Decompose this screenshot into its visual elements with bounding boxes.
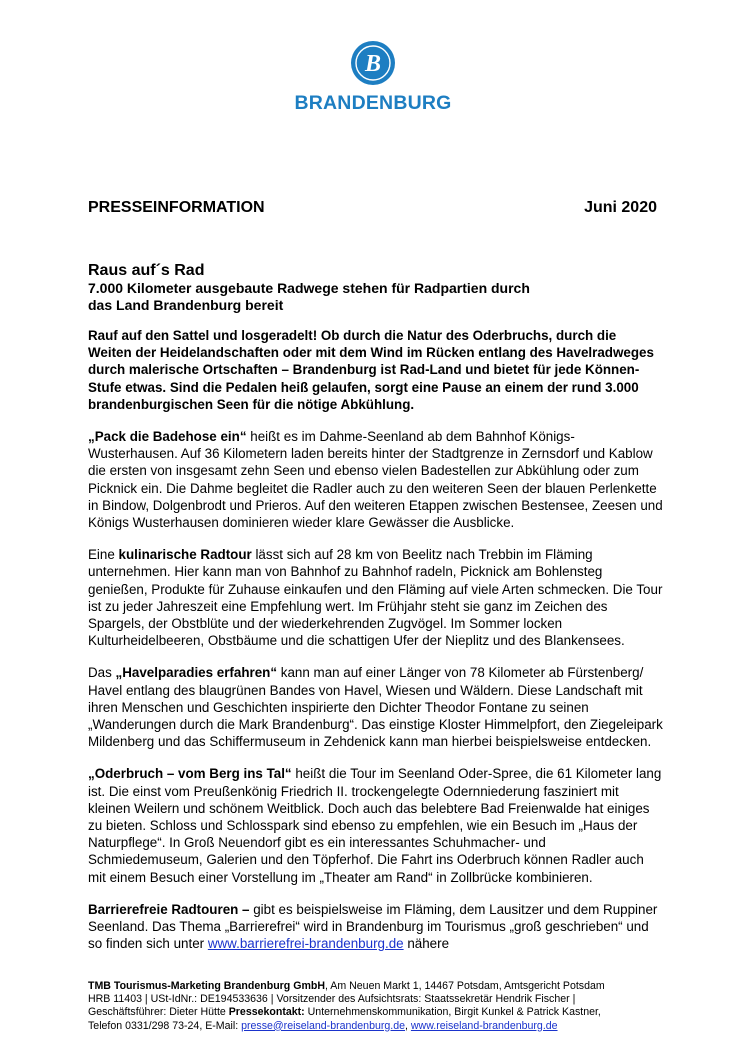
- barrierefrei-link[interactable]: www.barrierefrei-brandenburg.de: [207, 936, 404, 952]
- brand-name: BRANDENBURG: [294, 92, 452, 114]
- paragraph-text: Das: [88, 665, 116, 681]
- footer-line-3: [88, 1006, 668, 1019]
- paragraph-havelparadies: [88, 664, 663, 750]
- article-lead: Rauf auf den Sattel und losgeradelt! Ob durch die Natur des Oderbruchs, durch die Weiten der Heidelandschaften oder mit dem Wind im Rücken entlang des Havelradweges durch malerische Ortschaften – Brandenburg ist Rad-Land und bietet für jede Können-Stufe etwas. Sind die Pedalen heiß gelaufen, sorgt eine Pause an einem der rund 3.000 brandenburgischen Seen für die nötige Abkühlung.: [88, 328, 654, 412]
- paragraph-text: heißt es im Dahme-Seenland ab dem Bahnhof Königs-Wusterhausen. Auf 36 Kilometern laden bereits hinter der Stadtgrenze in Zernsdorf und Kablow die ersten von insgesamt zehn Seen und ebenso vielen Badestellen zur Abkühlung oder zum Picknick ein. Die Dahme begleitet die Radler auch zu den weiteren Seen der blauen Perlenkette in Bindow, Dolgenbrodt und Prieros. Auf den weiteren Etappen zwischen Bestensee, Zeesen und Königs Wusterhausen dominieren wieder klare Gewässer die Ausblicke.: [88, 429, 663, 531]
- footer-line-4: [88, 1020, 668, 1033]
- brand-logo: [0, 40, 746, 115]
- paragraph-highlight: Barrierefreie Radtouren –: [88, 901, 250, 917]
- subtitle-line-2: das Land Brandenburg bereit: [88, 297, 284, 313]
- footer-website-link[interactable]: www.reiseland-brandenburg.de: [410, 1019, 558, 1032]
- paragraph-badehose: [88, 428, 663, 531]
- article: [88, 261, 663, 968]
- footer-separator: ,: [405, 1019, 411, 1032]
- press-header: [88, 199, 657, 217]
- footer-line-1: [88, 980, 668, 993]
- paragraph-text: nähere: [403, 936, 450, 952]
- footer-line-2: HRB 11403 | USt-IdNr.: DE194533636 | Vorsitzender des Aufsichtsrats: Staatssekretär Hendrik Fischer |: [88, 993, 576, 1006]
- footer-phone: Telefon 0331/298 73-24, E-Mail:: [88, 1019, 242, 1032]
- footer-address: , Am Neuen Markt 1, 14467 Potsdam, Amtsgericht Potsdam: [325, 980, 605, 992]
- article-subtitle: [88, 280, 663, 314]
- paragraph-text: gibt es beispielsweise im Fläming, dem Lausitzer und dem Ruppiner Seenland. Das Thema „Barrierefrei“ wird in Brandenburg im Tourismus „groß geschrieben“ und so finden sich unter: [88, 901, 658, 952]
- paragraph-highlight: „Oderbruch – vom Berg ins Tal“: [88, 766, 292, 782]
- footer-company: TMB Tourismus-Marketing Brandenburg GmbH: [88, 980, 325, 992]
- paragraph-text: heißt die Tour im Seenland Oder-Spree, die 61 Kilometer lang ist. Die einst vom Preußenkönig Friedrich II. trockengelegte Odernniederung fasziniert mit kleinen Weilern und schönem Weitblick. Doch auch das belebtere Bad Freienwalde hat einiges zu bieten. Schloss und Schlosspark sind ebenso zu empfehlen, wie ein Besuch im „Haus der Naturpflege“. In Groß Neuendorf gibt es ein interessantes Schuhmacher- und Schmiedemuseum, Galerien und den Töpferhof. Die Fahrt ins Oderbruch können Radler auch mit einem Besuch einer Vorstellung im „Theater am Rand“ in Zollbrücke kombinieren.: [88, 766, 662, 885]
- paragraph-kulinarisch: [88, 546, 663, 649]
- paragraph-highlight: „Havelparadies erfahren“: [115, 665, 278, 681]
- article-title: Raus auf´s Rad: [88, 262, 205, 279]
- footer-press-contact: Unternehmenskommunikation, Birgit Kunkel & Patrick Kastner,: [304, 1006, 601, 1019]
- footer-press-contact-label: Pressekontakt:: [228, 1006, 305, 1019]
- footer-email-link[interactable]: presse@reiseland-brandenburg.de: [241, 1019, 406, 1032]
- press-label: PRESSEINFORMATION: [88, 199, 265, 216]
- paragraph-highlight: „Pack die Badehose ein“: [88, 429, 247, 445]
- paragraph-oderbruch: [88, 765, 663, 885]
- paragraph-highlight: kulinarische Radtour: [118, 547, 252, 563]
- press-date: Juni 2020: [584, 199, 657, 216]
- paragraph-text: Eine: [88, 547, 119, 563]
- brandenburg-emblem-icon: [350, 40, 396, 86]
- paragraph-text: kann man auf einer Länger von 78 Kilometer ab Fürstenberg/ Havel entlang des blaugrünen Bandes von Havel, Wiesen und Wäldern. Diese Landschaft mit ihren Menschen und Geschichten inspirierte den Dichter Theodor Fontane zu seinen „Wanderungen durch die Mark Brandenburg“. Das einstige Kloster Himmelpfort, den Ziegeleipark Mildenberg und das Schiffermuseum in Zehdenick kann man hierbei beispielsweise entdecken.: [88, 665, 663, 750]
- paragraph-text: lässt sich auf 28 km von Beelitz nach Trebbin im Fläming unternehmen. Hier kann man von Bahnhof zu Bahnhof radeln, Picknick am Bohlensteg genießen, Produkte für Zuhause einkaufen und den Fläming auf viele Arten schmecken. Die Tour ist zu jeder Jahreszeit eine Empfehlung wert. Im Frühjahr steht sie ganz im Zeichen des Spargels, der Obstblüte und der wiederkehrenden Zugvögel. Im Sommer locken Kulturheidelbeeren, Obstbäume und die schattigen Ufer der Nieplitz und des Blankensees.: [88, 547, 663, 649]
- svg-text:B: B: [364, 51, 382, 77]
- footer-management: Geschäftsführer: Dieter Hütte: [88, 1006, 229, 1019]
- paragraph-barrierefrei: [88, 901, 663, 953]
- footer: [88, 980, 668, 1033]
- subtitle-line-1: 7.000 Kilometer ausgebaute Radwege stehen für Radpartien durch: [88, 280, 530, 296]
